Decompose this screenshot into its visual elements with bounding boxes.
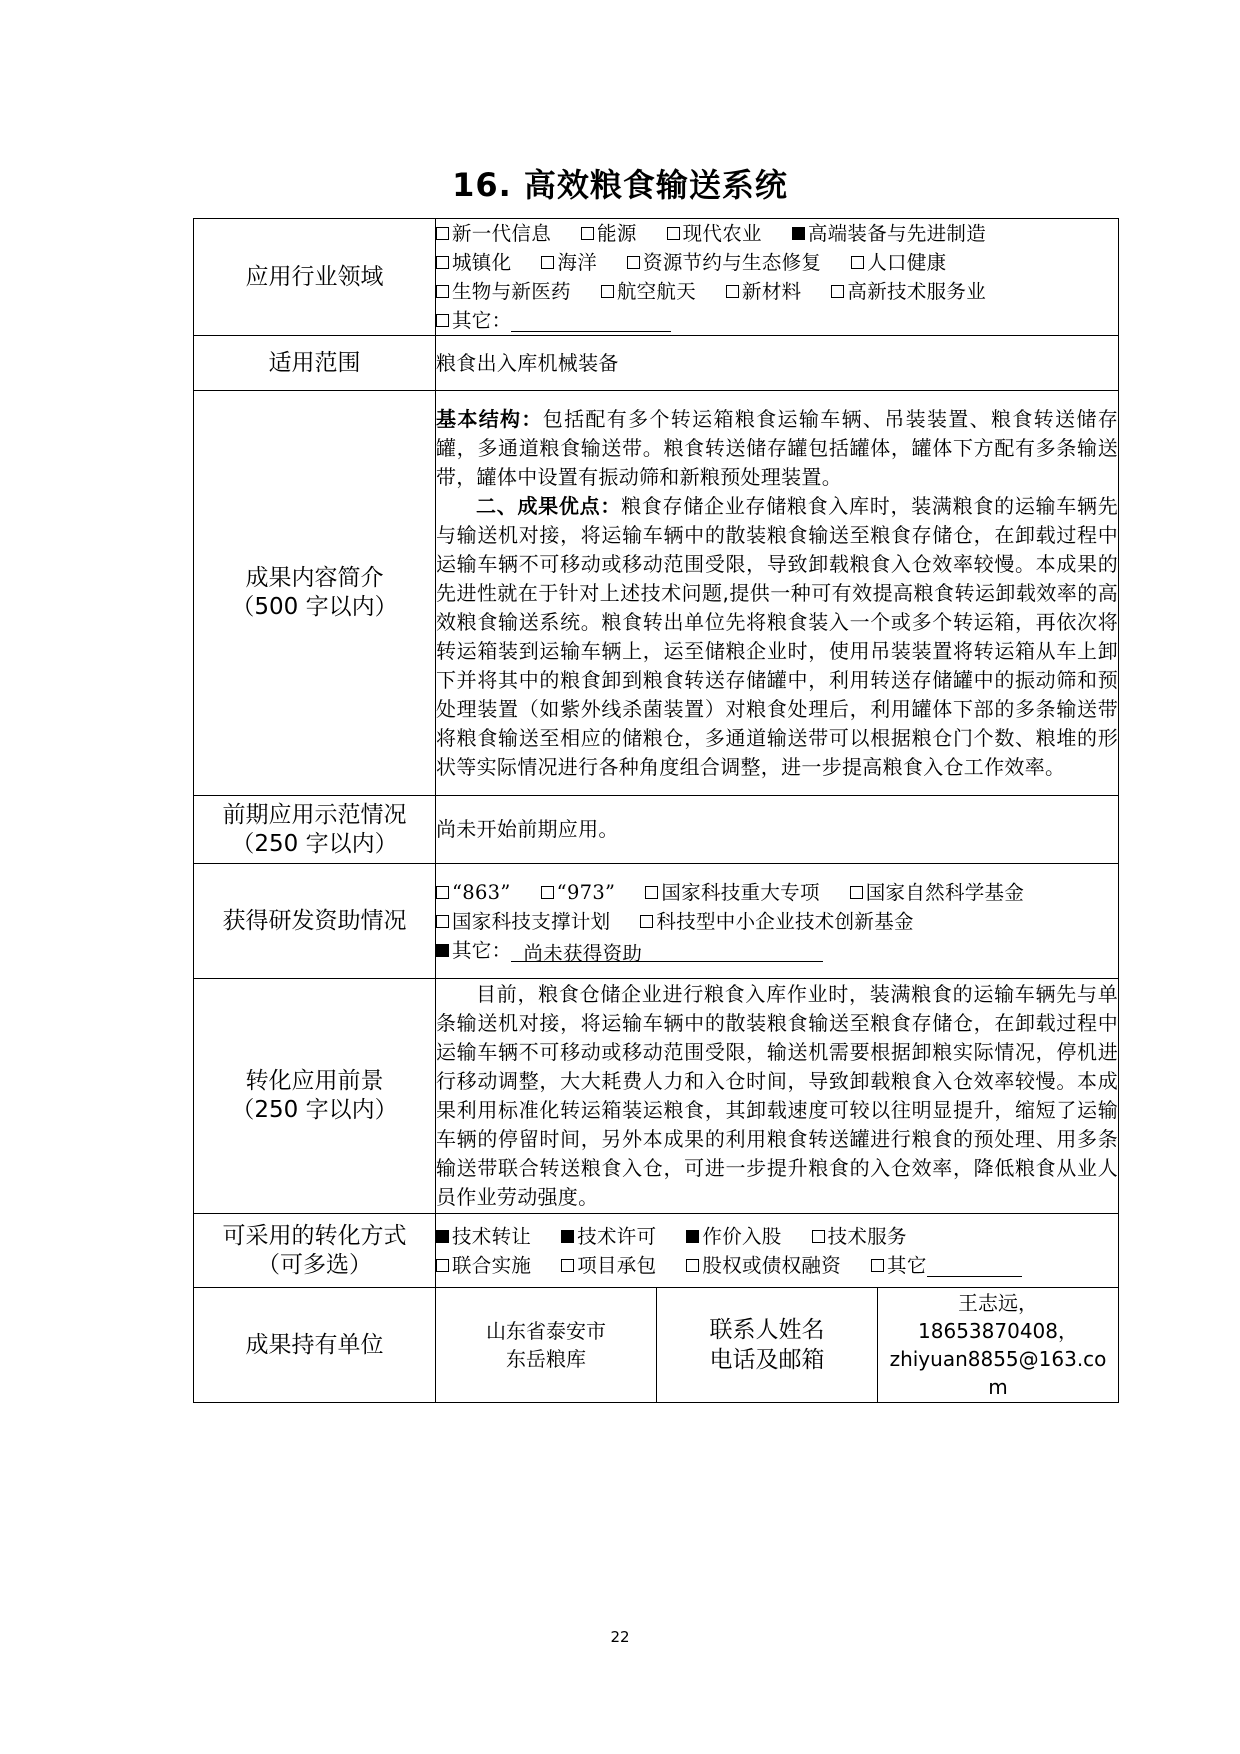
scope-row bbox=[194, 336, 1119, 391]
checked-checkbox-icon[interactable] bbox=[436, 944, 449, 957]
funding-label: 获得研发资助情况 bbox=[194, 864, 436, 979]
funding-row bbox=[194, 864, 1119, 979]
summary-paragraph-advantages: 二、成果优点：粮食存储企业存储粮食入库时，装满粮食的运输车辆先与输送机对接，将运输车辆中的散装粮食输送至粮食存储仓，在卸载过程中运输车辆不可移动或移动范围受限，导致卸载粮食入仓效率较慢。本成果的先进性就在于针对上述技术问题,提供一种可有效提高粮食转运卸载效率的高效粮食输送系统。粮食转出单位先将粮食装入一个或多个转运箱，再依次将转运箱装到运输车辆上，运至储粮企业时，使用吊装装置将转运箱从车上卸下并将其中的粮食卸到粮食转送存储罐中，利用转送存储罐中的振动筛和预处理装置（如紫外线杀菌装置）对粮食处理后，利用罐体下部的多条输送带将粮食输送至相应的储粮仓，多通道输送带可以根据粮仓门个数、粮堆的形状等实际情况进行各种角度组合调整，进一步提高粮食入仓工作效率。 bbox=[436, 493, 1119, 779]
demo-row bbox=[194, 796, 1119, 864]
funding-other-value[interactable]: 尚未获得资助 bbox=[511, 939, 823, 962]
checkbox-icon[interactable] bbox=[686, 1259, 699, 1272]
option-major-project[interactable]: 国家科技重大专项 bbox=[645, 878, 819, 907]
page-title: 16. 高效粮食输送系统 bbox=[452, 166, 788, 204]
method-other-input-line[interactable] bbox=[927, 1254, 1022, 1277]
option-equity-investment[interactable]: 作价入股 bbox=[686, 1222, 781, 1251]
checkbox-icon[interactable] bbox=[640, 915, 653, 928]
other-input-line[interactable] bbox=[511, 309, 671, 332]
checkbox-icon[interactable] bbox=[831, 285, 844, 298]
option-health[interactable]: 人口健康 bbox=[851, 248, 946, 277]
checkbox-icon[interactable] bbox=[436, 886, 449, 899]
contact-label: 联系人姓名 电话及邮箱 bbox=[657, 1288, 878, 1403]
option-sme-fund[interactable]: 科技型中小企业技术创新基金 bbox=[640, 907, 913, 936]
checkbox-icon[interactable] bbox=[541, 886, 554, 899]
method-label: 可采用的转化方式 （可多选） bbox=[194, 1214, 436, 1288]
option-bio-medicine[interactable]: 生物与新医药 bbox=[436, 277, 571, 306]
checkbox-icon[interactable] bbox=[851, 256, 864, 269]
holder-unit: 山东省泰安市 东岳粮库 bbox=[436, 1288, 657, 1403]
contact-phone: 18653870408， bbox=[918, 1319, 1078, 1343]
contact-email: zhiyuan8855@163.co bbox=[889, 1347, 1107, 1371]
checkbox-icon[interactable] bbox=[436, 314, 449, 327]
industry-option-row bbox=[436, 248, 1118, 277]
checkbox-icon[interactable] bbox=[541, 256, 554, 269]
checked-checkbox-icon[interactable] bbox=[436, 1230, 449, 1243]
option-ocean[interactable]: 海洋 bbox=[541, 248, 597, 277]
industry-option-row bbox=[436, 277, 1118, 306]
funding-options bbox=[436, 864, 1119, 979]
option-project-contract[interactable]: 项目承包 bbox=[561, 1251, 656, 1280]
option-funding-other[interactable]: 其它： 尚未获得资助 bbox=[436, 936, 823, 965]
option-aerospace[interactable]: 航空航天 bbox=[601, 277, 696, 306]
option-new-material[interactable]: 新材料 bbox=[726, 277, 801, 306]
funding-option-row bbox=[436, 907, 1118, 936]
checked-checkbox-icon[interactable] bbox=[792, 227, 805, 240]
contact-name: 王志远， bbox=[958, 1291, 1038, 1315]
summary-row bbox=[194, 391, 1119, 796]
method-option-row bbox=[436, 1222, 1118, 1251]
checkbox-icon[interactable] bbox=[436, 227, 449, 240]
option-resource[interactable]: 资源节约与生态修复 bbox=[627, 248, 821, 277]
summary-content bbox=[436, 391, 1119, 796]
holder-row bbox=[194, 1288, 1119, 1403]
option-nsfc[interactable]: 国家自然科学基金 bbox=[850, 878, 1024, 907]
option-method-other[interactable]: 其它 bbox=[871, 1251, 1022, 1280]
industry-row bbox=[194, 219, 1119, 336]
option-support-plan[interactable]: 国家科技支撑计划 bbox=[436, 907, 610, 936]
checkbox-icon[interactable] bbox=[645, 886, 658, 899]
option-tech-license[interactable]: 技术许可 bbox=[561, 1222, 656, 1251]
checkbox-icon[interactable] bbox=[627, 256, 640, 269]
achievement-form-table bbox=[193, 218, 1119, 1403]
checkbox-icon[interactable] bbox=[601, 285, 614, 298]
checkbox-icon[interactable] bbox=[667, 227, 680, 240]
checkbox-icon[interactable] bbox=[436, 1259, 449, 1272]
industry-option-row bbox=[436, 219, 1118, 248]
demo-value: 尚未开始前期应用。 bbox=[436, 796, 1119, 864]
page-number: 22 bbox=[610, 1628, 630, 1646]
checked-checkbox-icon[interactable] bbox=[561, 1230, 574, 1243]
demo-label: 前期应用示范情况 （250 字以内） bbox=[194, 796, 436, 864]
method-options bbox=[436, 1214, 1119, 1288]
option-new-it[interactable]: 新一代信息 bbox=[436, 219, 551, 248]
option-973[interactable]: “973” bbox=[541, 878, 616, 907]
checked-checkbox-icon[interactable] bbox=[686, 1230, 699, 1243]
summary-paragraph-structure: 基本结构：包括配有多个转运箱粮食运输车辆、吊装装置、粮食转送储存罐，多通道粮食输送带。粮食转送储存罐包括罐体，罐体下方配有多条输送带，罐体中设置有振动筛和新粮预处理装置。 bbox=[436, 406, 1119, 489]
option-financing[interactable]: 股权或债权融资 bbox=[686, 1251, 841, 1280]
option-tech-service[interactable]: 高新技术服务业 bbox=[831, 277, 986, 306]
option-tech-service[interactable]: 技术服务 bbox=[812, 1222, 907, 1251]
checkbox-icon[interactable] bbox=[436, 285, 449, 298]
option-tech-transfer[interactable]: 技术转让 bbox=[436, 1222, 531, 1251]
checkbox-icon[interactable] bbox=[581, 227, 594, 240]
contact-info bbox=[878, 1288, 1119, 1403]
prospect-label: 转化应用前景 （250 字以内） bbox=[194, 979, 436, 1214]
checkbox-icon[interactable] bbox=[726, 285, 739, 298]
scope-value: 粮食出入库机械装备 bbox=[436, 336, 1119, 391]
option-urbanization[interactable]: 城镇化 bbox=[436, 248, 511, 277]
holder-label: 成果持有单位 bbox=[194, 1288, 436, 1403]
option-other[interactable]: 其它： bbox=[436, 306, 671, 335]
checkbox-icon[interactable] bbox=[812, 1230, 825, 1243]
option-863[interactable]: “863” bbox=[436, 878, 511, 907]
checkbox-icon[interactable] bbox=[561, 1259, 574, 1272]
option-joint-implementation[interactable]: 联合实施 bbox=[436, 1251, 531, 1280]
contact-email-tail: m bbox=[988, 1375, 1008, 1399]
method-option-row bbox=[436, 1251, 1118, 1280]
checkbox-icon[interactable] bbox=[436, 256, 449, 269]
funding-option-row bbox=[436, 878, 1118, 907]
summary-label: 成果内容简介 （500 字以内） bbox=[194, 391, 436, 796]
industry-label: 应用行业领域 bbox=[194, 219, 436, 336]
funding-option-row bbox=[436, 936, 1118, 965]
checkbox-icon[interactable] bbox=[871, 1259, 884, 1272]
checkbox-icon[interactable] bbox=[436, 915, 449, 928]
option-modern-agri[interactable]: 现代农业 bbox=[667, 219, 762, 248]
prospect-row bbox=[194, 979, 1119, 1214]
prospect-content: 目前，粮食仓储企业进行粮食入库作业时，装满粮食的运输车辆先与单条输送机对接，将运输车辆中的散装粮食输送至粮食存储仓，在卸载过程中运输车辆不可移动或移动范围受限，输送机需要根据卸粮实际情况，停机进行移动调整，大大耗费人力和入仓时间，导致卸载粮食入仓效率较慢。本成果利用标准化转运箱装运粮食，其卸载速度可较以往明显提升，缩短了运输车辆的停留时间，另外本成果的利用粮食转送罐进行粮食的预处理、用多条输送带联合转送粮食入仓，可进一步提升粮食的入仓效率，降低粮食从业人员作业劳动强度。 bbox=[436, 979, 1119, 1214]
checkbox-icon[interactable] bbox=[850, 886, 863, 899]
method-row bbox=[194, 1214, 1119, 1288]
industry-option-row bbox=[436, 306, 1118, 335]
scope-label: 适用范围 bbox=[194, 336, 436, 391]
option-energy[interactable]: 能源 bbox=[581, 219, 637, 248]
option-high-end-equipment[interactable]: 高端装备与先进制造 bbox=[792, 219, 986, 248]
industry-options bbox=[436, 219, 1119, 336]
